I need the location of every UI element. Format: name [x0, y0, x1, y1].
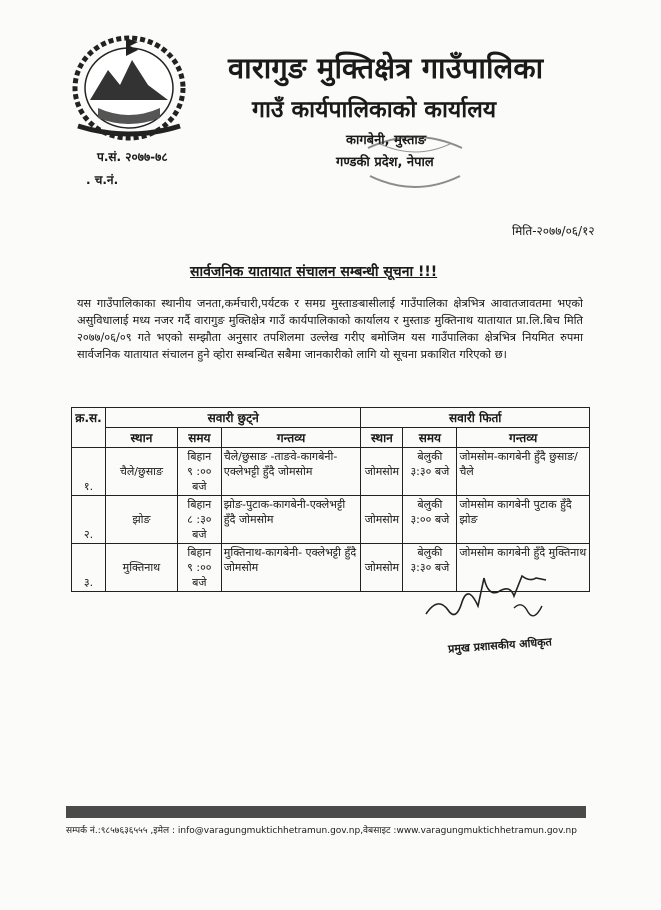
ret-time-clock: ३:०० बजे [410, 513, 450, 526]
header-sn: क्र.स. [72, 408, 106, 448]
row-dep-time [177, 544, 221, 592]
signature-icon [418, 566, 568, 638]
schedule-table [71, 407, 590, 592]
address-line-2: गण्डकी प्रदेश, नेपाल [336, 155, 434, 170]
ret-time-clock: ३:३० बजे [410, 561, 450, 574]
header-departure: सवारी छुट्ने [105, 408, 360, 428]
notice-subject: सार्वजनिक यातायात संचालन सम्बन्धी सूचना !!! [190, 264, 438, 280]
row-ret-route: जोमसोम कागबेनी पुटाक हुँदै झोङ [457, 496, 590, 544]
footer-bar [66, 806, 586, 818]
dispatch-number: . च.नं. [86, 173, 119, 187]
notice-body: यस गाउँपालिकाका स्थानीय जनता,कर्मचारी,पर्यटक र समग्र मुस्ताङबासीलाई गाउँपालिका क्षेत्रभित्र आवातजावतमा भएको असुविधालाई मध्य नजर गर्दै वारागुङ मुक्तिक्षेत्र गाउँ कार्यपालिकाको कार्यालय र मुस्ताङ मुक्तिनाथ यातायात प्रा.लि.बिच मिति २०७७/०६/०९ गते भएको सम्झौता अनुसार तपशिलमा उल्लेख गरीए बमोजिम यस गाउँपालिका क्षेत्रभित्र नियमित रुपमा सार्वजनिक यातायात संचालन हुने व्होरा सम्बन्धित सबैमा जानकारीको लागि यो सूचना प्रकाशित गरिएको छ। [77, 297, 583, 361]
row-dep-route: चैले/छुसाङ -ताङवे-कागबेनी-एक्लेभट्टी हुँदै जोमसोम [221, 448, 361, 496]
signatory-designation: प्रमुख प्रशासकीय अधिकृत [447, 635, 553, 656]
row-sn: २. [72, 496, 106, 544]
row-dep-route: मुक्तिनाथ-कागबेनी- एक्लेभट्टी हुँदै जोमसोम [221, 544, 361, 592]
notice-date: मिति-२०७७/०६/१२ [512, 224, 595, 238]
office-stamp-icon [360, 130, 470, 190]
row-dep-place: मुक्तिनाथ [105, 544, 177, 592]
row-sn: ३. [72, 544, 106, 592]
header-ret-place: स्थान [361, 428, 403, 448]
row-dep-place: चैले/छुसाङ [105, 448, 177, 496]
footer-contact: सम्पर्क नं.:९८५७६३६५५५ ,इमेल : info@varagungmuktichhetramun.gov.np,वेबसाइट :www.varagungmuktichhetramun.gov.np [66, 826, 577, 836]
header-dep-destination: गन्तव्य [221, 428, 361, 448]
org-name: वारागुङ मुक्तिक्षेत्र गाउँपालिका [228, 51, 544, 85]
table-row [72, 448, 590, 496]
table-subheader-row [72, 428, 590, 448]
row-ret-place: जोमसोम [361, 496, 403, 544]
table-row [72, 496, 590, 544]
row-dep-route: झोङ-पुटाक-कागबेनी-एक्लेभट्टी हुँदै जोमसोम [221, 496, 361, 544]
header-return: सवारी फिर्ता [361, 408, 590, 428]
row-dep-place: झोङ [105, 496, 177, 544]
header-dep-time: समय [177, 428, 221, 448]
row-sn: १. [72, 448, 106, 496]
address-line-1: कागबेनी, मुस्ताङ [346, 133, 427, 148]
dep-time-clock: ९ :०० बजे [187, 561, 212, 589]
dep-time-clock: ८ :३० बजे [187, 513, 212, 541]
row-ret-time [403, 496, 457, 544]
ret-time-period: बेलुकी [417, 498, 443, 511]
header-ret-destination: गन्तव्य [457, 428, 590, 448]
dep-time-period: बिहान [187, 498, 212, 511]
dep-time-clock: ९ :०० बजे [187, 465, 212, 493]
row-ret-route: जोमसोम-कागबेनी हुँदै छुसाङ/चैले [457, 448, 590, 496]
table-header-row [72, 408, 590, 428]
row-dep-time [177, 448, 221, 496]
ret-time-clock: ३:३० बजे [410, 465, 450, 478]
ret-time-period: बेलुकी [417, 546, 443, 559]
row-ret-place: जोमसोम [361, 448, 403, 496]
ret-time-period: बेलुकी [417, 450, 443, 463]
row-dep-time [177, 496, 221, 544]
dep-time-period: बिहान [187, 546, 212, 559]
header-ret-time: समय [403, 428, 457, 448]
header-dep-place: स्थान [105, 428, 177, 448]
fiscal-year: प.सं. २०७७-७८ [97, 150, 168, 164]
nepal-emblem-icon [68, 30, 190, 142]
row-ret-place: जोमसोम [361, 544, 403, 592]
row-ret-time [403, 448, 457, 496]
dep-time-period: बिहान [187, 450, 212, 463]
office-name: गाउँ कार्यपालिकाको कार्यालय [252, 97, 497, 123]
row-ret-route: जोमसोम कागबेनी हुँदै मुक्तिनाथ [457, 544, 590, 592]
